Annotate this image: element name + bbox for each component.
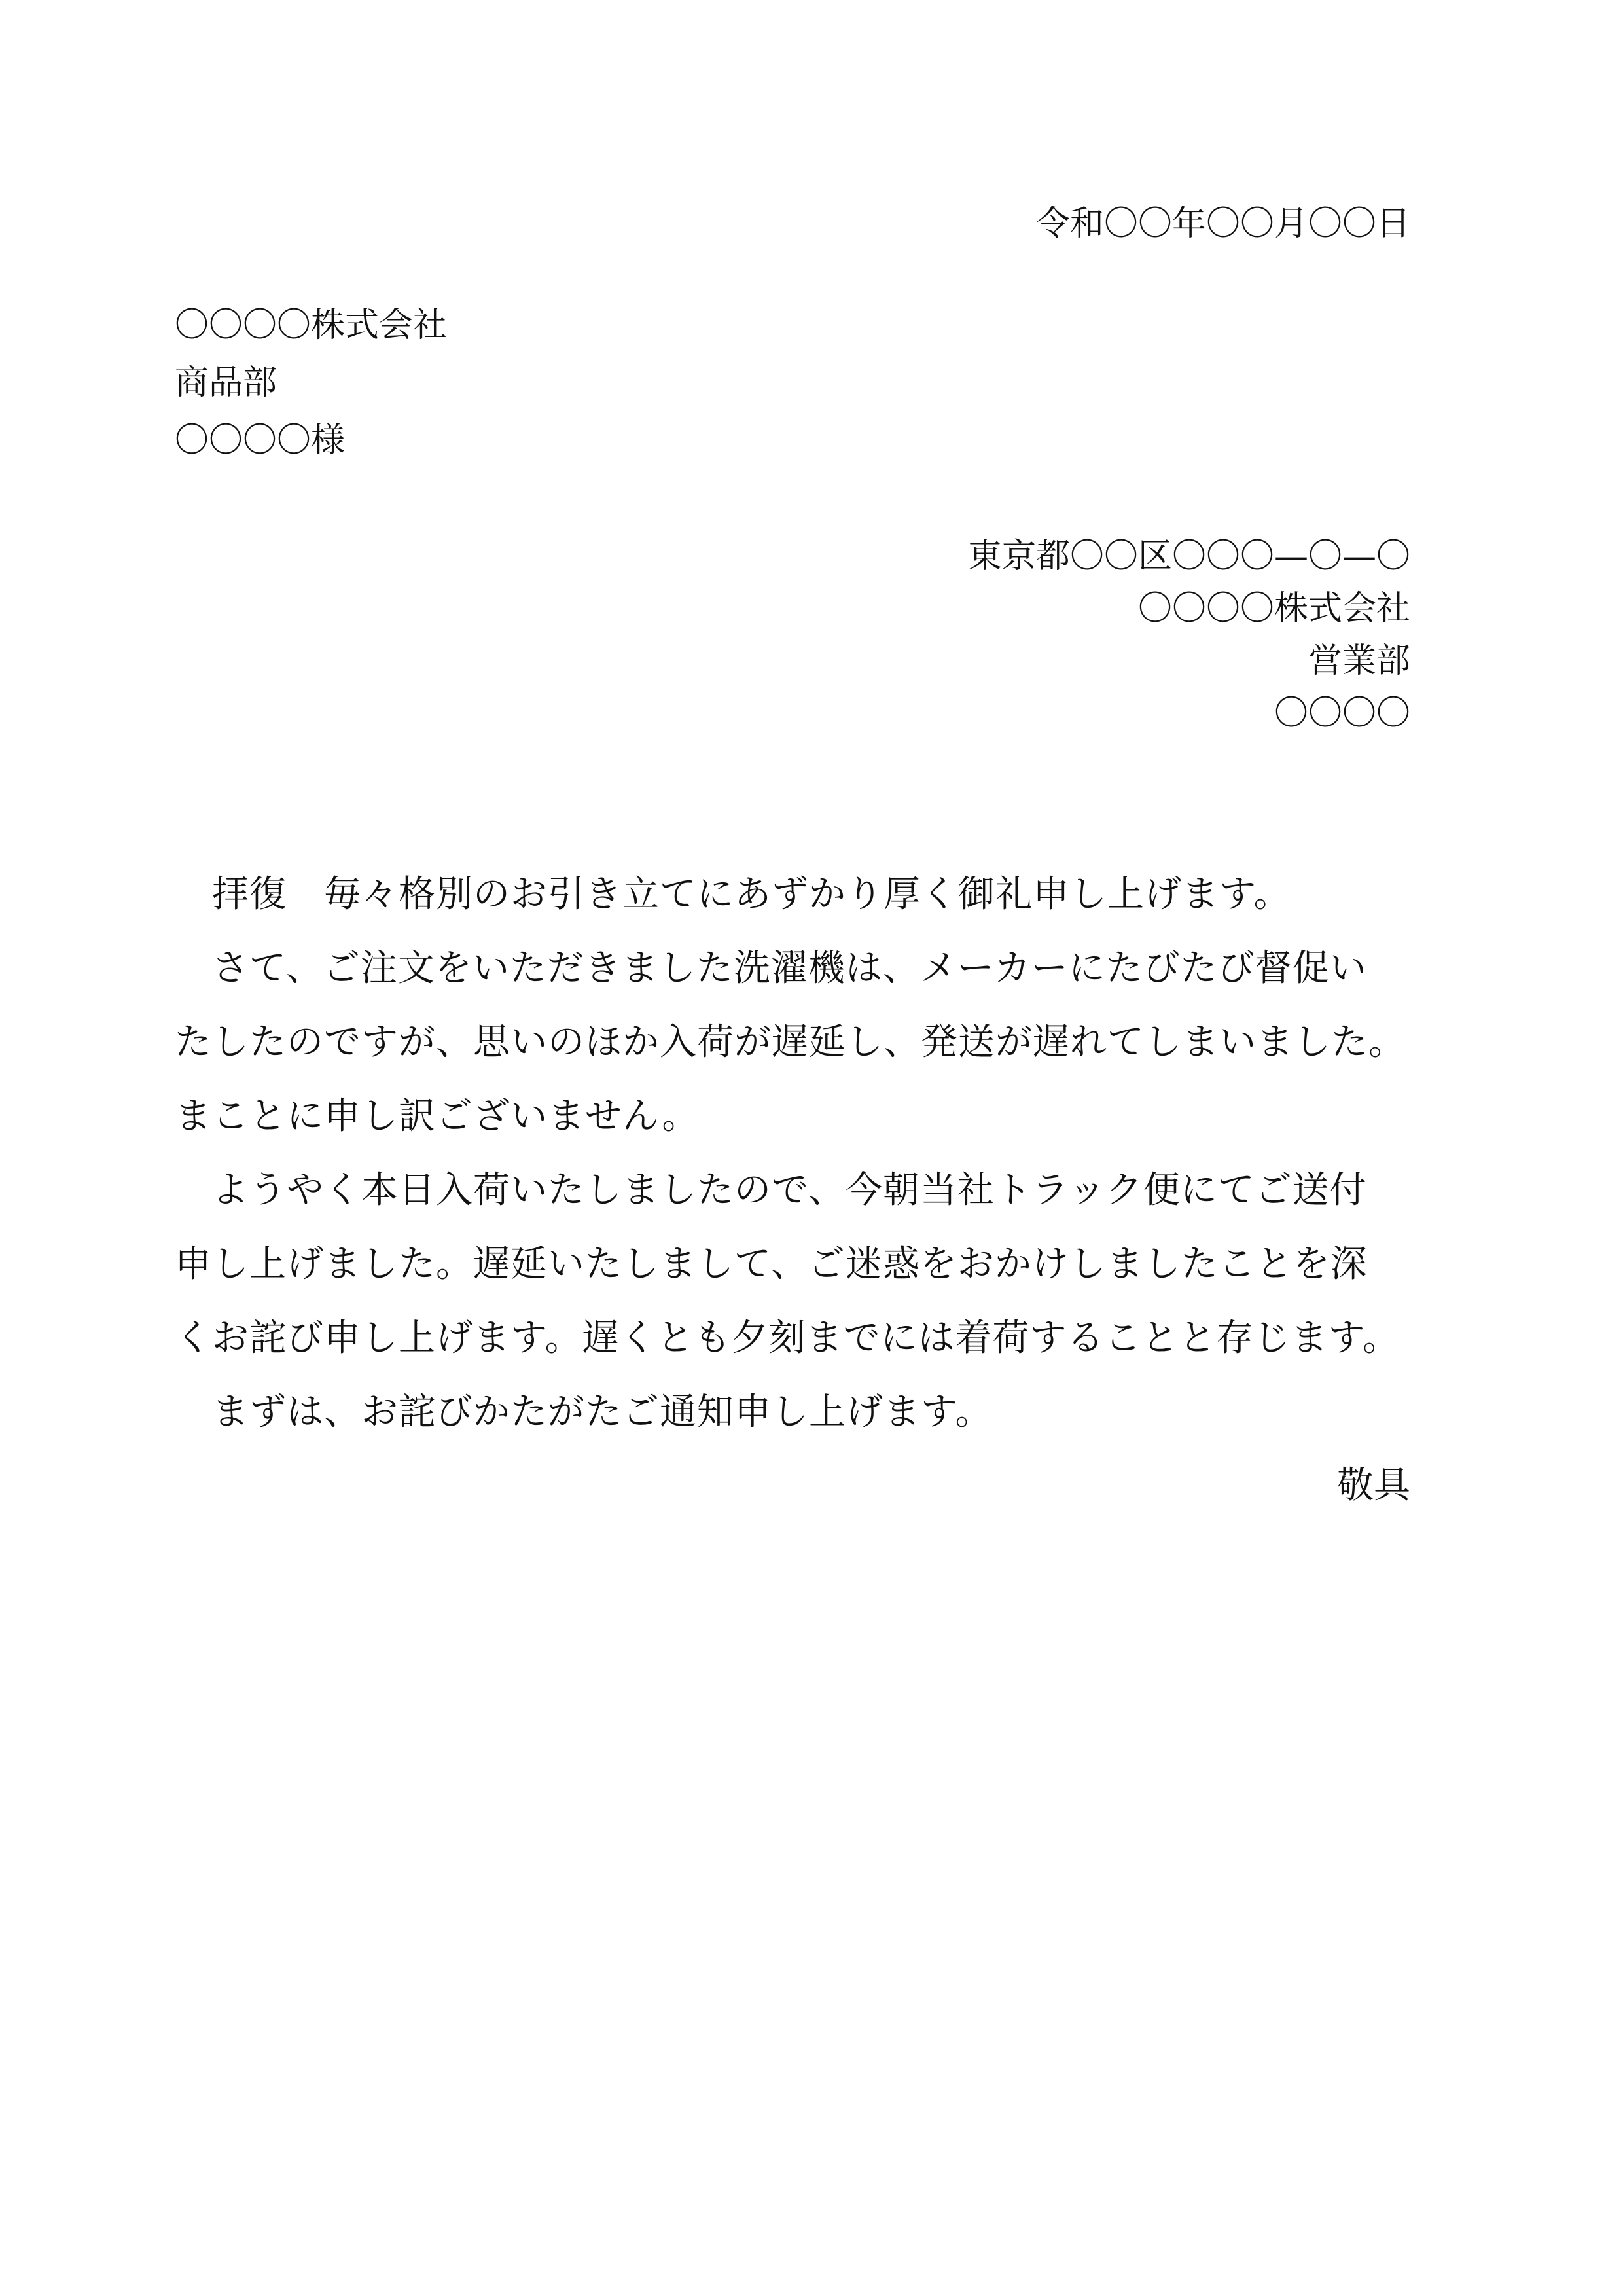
sender-address: 東京都〇〇区〇〇〇—〇—〇 bbox=[967, 537, 1410, 576]
recipient-name: 〇〇〇〇様 bbox=[175, 421, 346, 460]
letter-date: 令和〇〇年〇〇月〇〇日 bbox=[1035, 204, 1410, 243]
body-line: ようやく本日入荷いたしましたので、今朝当社トラック便にてご送付 bbox=[175, 1169, 1367, 1211]
body-line: くお詫び申し上げます。遅くとも夕刻までには着荷することと存じます。 bbox=[175, 1317, 1400, 1359]
sender-company: 〇〇〇〇株式会社 bbox=[1137, 589, 1410, 628]
sender-department: 営業部 bbox=[1308, 641, 1410, 681]
body-line: まことに申し訳ございません。 bbox=[175, 1095, 700, 1138]
body-line: 申し上げました。遅延いたしまして、ご迷惑をおかけしましたことを深 bbox=[175, 1243, 1368, 1285]
body-line: まずは、お詫びかたがたご通知申し上げます。 bbox=[175, 1391, 993, 1433]
body-line: さて、ご注文をいただきました洗濯機は、メーカーにたびたび督促い bbox=[175, 947, 1367, 990]
body-line: たしたのですが、思いのほか入荷が遅延し、発送が遅れてしまいました。 bbox=[175, 1021, 1406, 1064]
sender-name: 〇〇〇〇 bbox=[1274, 694, 1410, 733]
recipient-department: 商品部 bbox=[175, 363, 277, 403]
closing-keigu: 敬具 bbox=[1337, 1464, 1410, 1507]
recipient-company: 〇〇〇〇株式会社 bbox=[175, 306, 448, 345]
body-line: 拝復 毎々格別のお引き立てにあずかり厚く御礼申し上げます。 bbox=[175, 873, 1291, 916]
